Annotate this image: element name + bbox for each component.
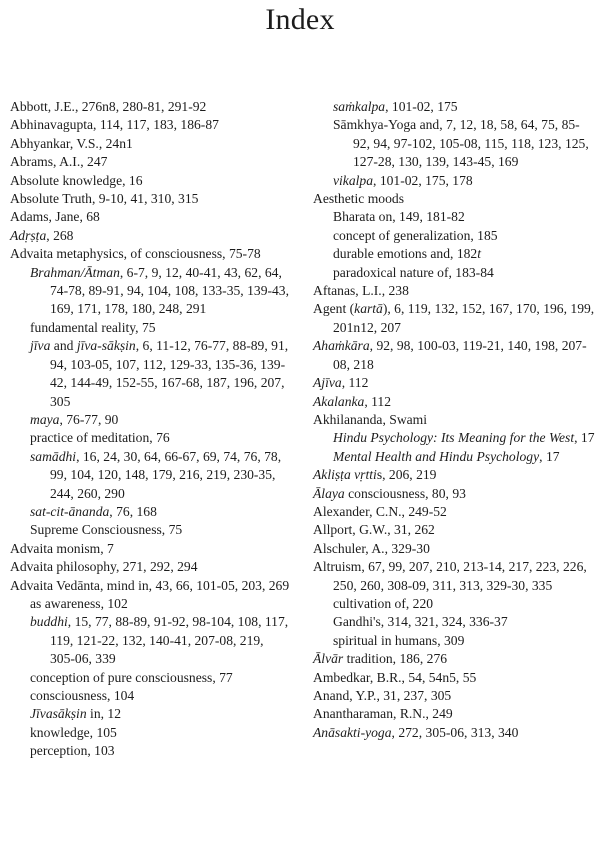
index-entry-text: knowledge, 105	[30, 724, 117, 740]
index-entry-text: Akhilananda, Swami	[313, 411, 428, 427]
index-entry	[10, 577, 290, 595]
index-entry-text: concept of generalization, 185	[333, 227, 498, 243]
index-entry-text: , 101-02, 175	[385, 99, 458, 114]
index-subentry	[30, 687, 290, 705]
index-entry-text: , 17	[574, 430, 595, 446]
index-entry-text: Jīvasākṣin	[30, 706, 87, 722]
index-entry	[10, 135, 290, 153]
index-entry-text: Abrams, A.I., 247	[10, 154, 108, 170]
index-entry	[313, 190, 595, 208]
index-entry-text: Advaita Vedānta, mind in, 43, 66, 101-05, 203, 269	[10, 577, 290, 593]
index-entry-text: samādhi	[30, 448, 77, 464]
index-entry	[313, 337, 595, 374]
index-entry-text: kartā	[354, 301, 383, 317]
index-entry-text: Hindu Psychology: Its Meaning for the West	[333, 430, 575, 446]
index-entry	[313, 669, 595, 687]
index-entry-text: Ajīva	[313, 375, 342, 391]
index-subentry	[333, 264, 595, 282]
index-entry-text: conception of pure consciousness, 77	[30, 669, 233, 685]
index-entry-text: maya	[30, 411, 60, 427]
index-entry-text: , 112	[364, 393, 392, 409]
index-entry-text: Akalanka	[313, 393, 365, 409]
index-entry-text: , 16, 24, 30, 64, 66-67, 69, 74, 76, 78, 99, 104, 120, 148, 179, 216, 219, 230-35, 244, 260, 290	[50, 448, 282, 501]
index-subentry	[30, 448, 290, 503]
index-entry-text: Advaita monism, 7	[10, 540, 114, 556]
index-entry-text: consciousness, 80, 93	[344, 485, 466, 501]
index-entry-text: Aesthetic moods	[313, 191, 404, 207]
index-entry-text: Akliṣṭa vṛtti	[313, 467, 377, 483]
index-entry	[313, 485, 595, 503]
index-entry	[313, 466, 595, 484]
index-entry-text: t	[477, 246, 481, 262]
index-entry-text: Ahaṁkāra	[313, 338, 370, 354]
index-entry-text: Altruism, 67, 99, 207, 210, 213-14, 217, 223, 226, 250, 260, 308-09, 311, 313, 329-30, 335	[313, 559, 587, 593]
index-subentry	[333, 245, 595, 263]
index-entry-text: Ālaya	[313, 485, 345, 501]
index-subentry	[333, 227, 595, 245]
index-entry	[10, 245, 290, 263]
index-entry	[10, 227, 290, 245]
index-entry-text: Abbott, J.E., 276n8, 280-81, 291-92	[10, 99, 207, 114]
index-entry	[313, 282, 595, 300]
index-entry	[313, 300, 595, 337]
index-entry-text: Supreme Consciousness, 75	[30, 522, 183, 538]
index-entry-text: Alexander, C.N., 249-52	[313, 503, 447, 519]
index-entry-text: buddhi	[30, 614, 68, 630]
index-entry	[313, 724, 595, 742]
index-entry-text: Bharata on, 149, 181-82	[333, 209, 465, 225]
index-subentry	[30, 742, 290, 760]
index-entry-text: cultivation of, 220	[333, 595, 434, 611]
index-entry	[313, 411, 595, 429]
index-entry	[10, 172, 290, 190]
index-entry-text: and	[50, 338, 77, 354]
index-entry-text: Gandhi's, 314, 321, 324, 336-37	[333, 614, 508, 630]
index-entry-text: , 76, 168	[109, 503, 157, 519]
index-entry-text: , 272, 305-06, 313, 340	[391, 724, 519, 740]
index-subentry	[30, 503, 290, 521]
index-entry-text: Absolute knowledge, 16	[10, 172, 143, 188]
index-entry-text: Advaita philosophy, 271, 292, 294	[10, 559, 198, 575]
index-entry	[313, 393, 595, 411]
index-entry-text: , 6-7, 9, 12, 40-41, 43, 62, 64, 74-78, 89-91, 94, 104, 108, 133-35, 139-43, 169, 171, 178, 180, 248, 291	[50, 264, 290, 317]
index-entry	[10, 558, 290, 576]
index-subentry	[333, 429, 595, 447]
index-entry-text: , 92, 98, 100-03, 119-21, 140, 198, 207-08, 218	[333, 338, 587, 372]
index-entry-text: tradition, 186, 276	[343, 651, 448, 667]
index-entry-text: , 112	[341, 375, 369, 391]
index-subentry	[30, 724, 290, 742]
index-entry	[10, 116, 290, 134]
index-entry-text: , 17	[539, 448, 560, 464]
index-entry	[313, 374, 595, 392]
index-entry	[313, 558, 595, 595]
index-entry-text: ), 6, 119, 132, 152, 167, 170, 196, 199, 201n12, 207	[333, 301, 595, 335]
index-subentry	[30, 669, 290, 687]
index-entry-text: , 268	[46, 227, 74, 243]
index-entry-text: Alschuler, A., 329-30	[313, 540, 430, 556]
index-subentry	[30, 264, 290, 319]
index-entry-text: , 6, 11-12, 76-77, 88-89, 91, 94, 103-05, 107, 112, 129-33, 135-36, 139-42, 144-49, 152-55, 167-68, 187, 196, 207, 305	[50, 338, 289, 409]
index-entry	[10, 98, 290, 116]
index-entry	[10, 208, 290, 226]
index-entry-text: Anantharaman, R.N., 249	[313, 706, 453, 722]
index-entry-text: Ālvār	[313, 651, 344, 667]
index-entry	[10, 540, 290, 558]
index-entry	[10, 190, 290, 208]
index-entry-text: paradoxical nature of, 183-84	[333, 264, 494, 280]
index-entry-text: Adṛṣṭa	[10, 227, 47, 243]
index-entry-text: Anand, Y.P., 31, 237, 305	[313, 688, 452, 703]
index-entry-text: Aftanas, L.I., 238	[313, 283, 409, 299]
index-entry-text: in, 12	[86, 706, 122, 722]
index-column-right	[313, 98, 595, 742]
index-entry-text: spiritual in humans, 309	[333, 632, 465, 648]
index-entry	[313, 705, 595, 723]
index-entry-text: vikalpa	[333, 172, 374, 188]
index-subentry	[30, 595, 290, 613]
index-subentry	[30, 411, 290, 429]
index-subentry	[333, 208, 595, 226]
index-entry-text: Anāsakti-yoga	[313, 724, 392, 740]
index-entry	[313, 521, 595, 539]
index-subentry	[30, 319, 290, 337]
index-entry	[313, 650, 595, 668]
index-entry	[10, 153, 290, 171]
index-subentry	[333, 98, 595, 116]
index-entry-text: Adams, Jane, 68	[10, 209, 100, 225]
index-entry-text: Allport, G.W., 31, 262	[313, 522, 435, 538]
index-entry-text: , 76-77, 90	[59, 411, 119, 427]
index-entry-text: Agent (	[313, 301, 355, 317]
index-entry-text: Brahman/Ātman	[30, 264, 120, 280]
index-subentry	[30, 429, 290, 447]
index-entry-text: Absolute Truth, 9-10, 41, 310, 315	[10, 191, 199, 207]
index-entry-text: Ambedkar, B.R., 54, 54n5, 55	[313, 669, 477, 685]
index-subentry	[30, 337, 290, 411]
index-entry-text: durable emotions and, 182	[333, 246, 478, 262]
index-entry-text: Advaita metaphysics, of consciousness, 75-78	[10, 246, 261, 262]
page-title: Index	[265, 3, 335, 36]
index-entry-text: practice of meditation, 76	[30, 430, 170, 446]
index-subentry	[333, 172, 595, 190]
index-entry-text: , 101-02, 175, 178	[373, 172, 473, 188]
index-entry-text: jīva-sākṣin	[76, 338, 136, 354]
index-subentry	[333, 632, 595, 650]
index-subentry	[30, 613, 290, 668]
index-entry-text: Mental Health and Hindu Psychology	[333, 448, 540, 464]
index-entry	[313, 540, 595, 558]
index-entry-text: sat-cit-ānanda	[30, 503, 110, 519]
index-entry-text: , 15, 77, 88-89, 91-92, 98-104, 108, 117, 119, 121-22, 132, 140-41, 207-08, 219, 305-06, 339	[50, 614, 289, 667]
index-subentry	[333, 448, 595, 466]
index-entry-text: Abhyankar, V.S., 24n1	[10, 135, 133, 151]
index-entry-text: s, 206, 219	[376, 467, 437, 483]
index-entry-text: consciousness, 104	[30, 688, 135, 703]
index-subentry	[30, 521, 290, 539]
index-subentry	[30, 705, 290, 723]
index-subentry	[333, 116, 595, 171]
index-entry-text: jīva	[30, 338, 51, 354]
index-entry-text: fundamental reality, 75	[30, 319, 156, 335]
index-subentry	[333, 595, 595, 613]
index-entry-text: saṁkalpa	[333, 99, 386, 114]
index-entry-text: perception, 103	[30, 743, 115, 759]
index-entry-text: Sāmkhya-Yoga and, 7, 12, 18, 58, 64, 75, 85-92, 94, 97-102, 105-08, 115, 118, 123, 125, 127-28, 130, 139, 143-45, 169	[333, 117, 589, 170]
index-entry-text: as awareness, 102	[30, 595, 128, 611]
index-entry-text: Abhinavagupta, 114, 117, 183, 186-87	[10, 117, 219, 133]
index-entry	[313, 503, 595, 521]
index-column-left	[10, 98, 290, 761]
index-entry	[313, 687, 595, 705]
index-subentry	[333, 613, 595, 631]
